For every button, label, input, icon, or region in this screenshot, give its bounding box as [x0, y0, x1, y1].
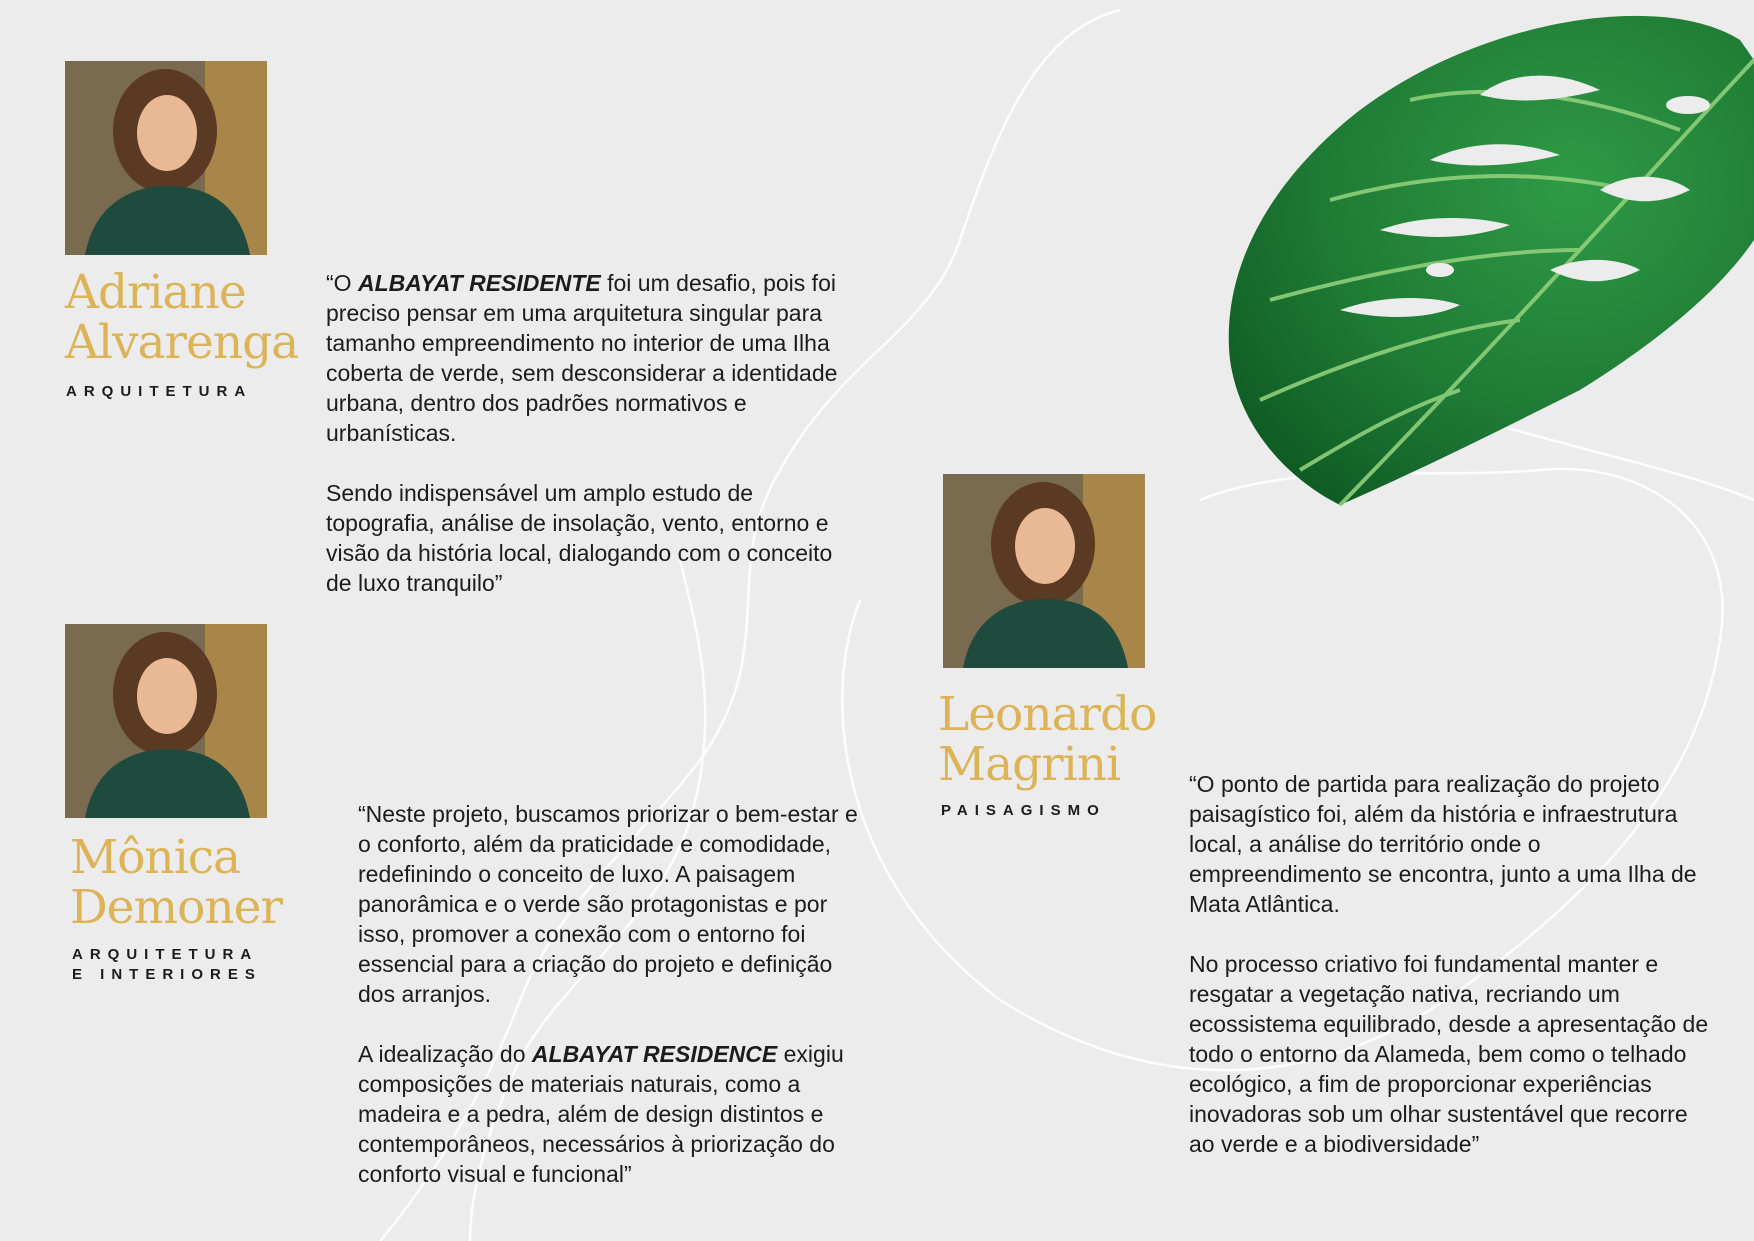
adriane-portrait-photo	[65, 61, 267, 255]
quote-text: A idealização do	[358, 1041, 532, 1067]
woman-portrait-icon	[943, 474, 1145, 668]
quote-text: foi um desafio, pois foi preciso pensar em uma arquitetura singular para tamanho empreendimento no interior de uma Ilha coberta de verde, sem desconsiderar a identidade urbana, dentro dos padrões normativos e urbanísticas.	[326, 270, 838, 446]
brand-name: ALBAYAT RESIDENTE	[357, 270, 601, 296]
name-line: Adriane	[65, 265, 246, 320]
monica-name	[70, 830, 282, 935]
adriane-role	[66, 382, 252, 402]
leonardo-name	[938, 687, 1157, 792]
adriane-quote	[326, 268, 846, 628]
role-line: ARQUITETURA	[72, 946, 259, 963]
monica-role	[72, 945, 262, 985]
quote-paragraph	[358, 1039, 868, 1189]
name-line: Mônica	[70, 830, 241, 885]
woman-portrait-icon	[65, 61, 267, 255]
adriane-name	[65, 265, 299, 370]
role-line: E INTERIORES	[72, 966, 262, 983]
name-line: Demoner	[70, 880, 282, 935]
name-line: Alvarenga	[65, 315, 299, 370]
name-line: Leonardo	[938, 687, 1157, 742]
leonardo-quote	[1189, 769, 1709, 1189]
monstera-leaf-image	[1180, 0, 1754, 520]
role-line: ARQUITETURA	[66, 383, 253, 400]
monica-quote	[358, 799, 868, 1219]
quote-paragraph: Sendo indispensável um amplo estudo de topografia, análise de insolação, vento, entorno e visão da história local, dialogando com o conceito de luxo tranquilo”	[326, 480, 833, 596]
woman-portrait-icon	[65, 624, 267, 818]
quote-text: “O	[326, 270, 358, 296]
name-line: Magrini	[938, 737, 1121, 792]
role-line: PAISAGISMO	[941, 802, 1106, 819]
monica-portrait-photo	[65, 624, 267, 818]
leonardo-role	[941, 801, 1106, 821]
quote-paragraph: “O ponto de partida para realização do projeto paisagístico foi, além da história e infraestrutura local, a análise do território onde o empreendimento se encontra, junto a uma Ilha de Mata Atlântica.	[1189, 771, 1697, 917]
quote-paragraph: No processo criativo foi fundamental manter e resgatar a vegetação nativa, recriando um ecossistema equilibrado, desde a apresentação de todo o entorno da Alameda, bem como o telhado ecológico, a fim de proporcionar experiências inovadoras sob um olhar sustentável que recorre ao verde e a biodiversidade”	[1189, 951, 1709, 1157]
quote-paragraph	[326, 268, 846, 448]
brand-name: ALBAYAT RESIDENCE	[531, 1041, 778, 1067]
quote-text: exigiu composições de materiais naturais, como a madeira e a pedra, além de design distintos e contemporâneos, necessários à priorização do conforto visual e funcional”	[358, 1041, 844, 1187]
quote-paragraph: “Neste projeto, buscamos priorizar o bem-estar e o conforto, além da praticidade e comodidade, redefinindo o conceito de luxo. A paisagem panorâmica e o verde são protagonistas e por isso, promover a conexão com o entorno foi essencial para a criação do projeto e definição dos arranjos.	[358, 801, 858, 1007]
leonardo-portrait-photo	[943, 474, 1145, 668]
